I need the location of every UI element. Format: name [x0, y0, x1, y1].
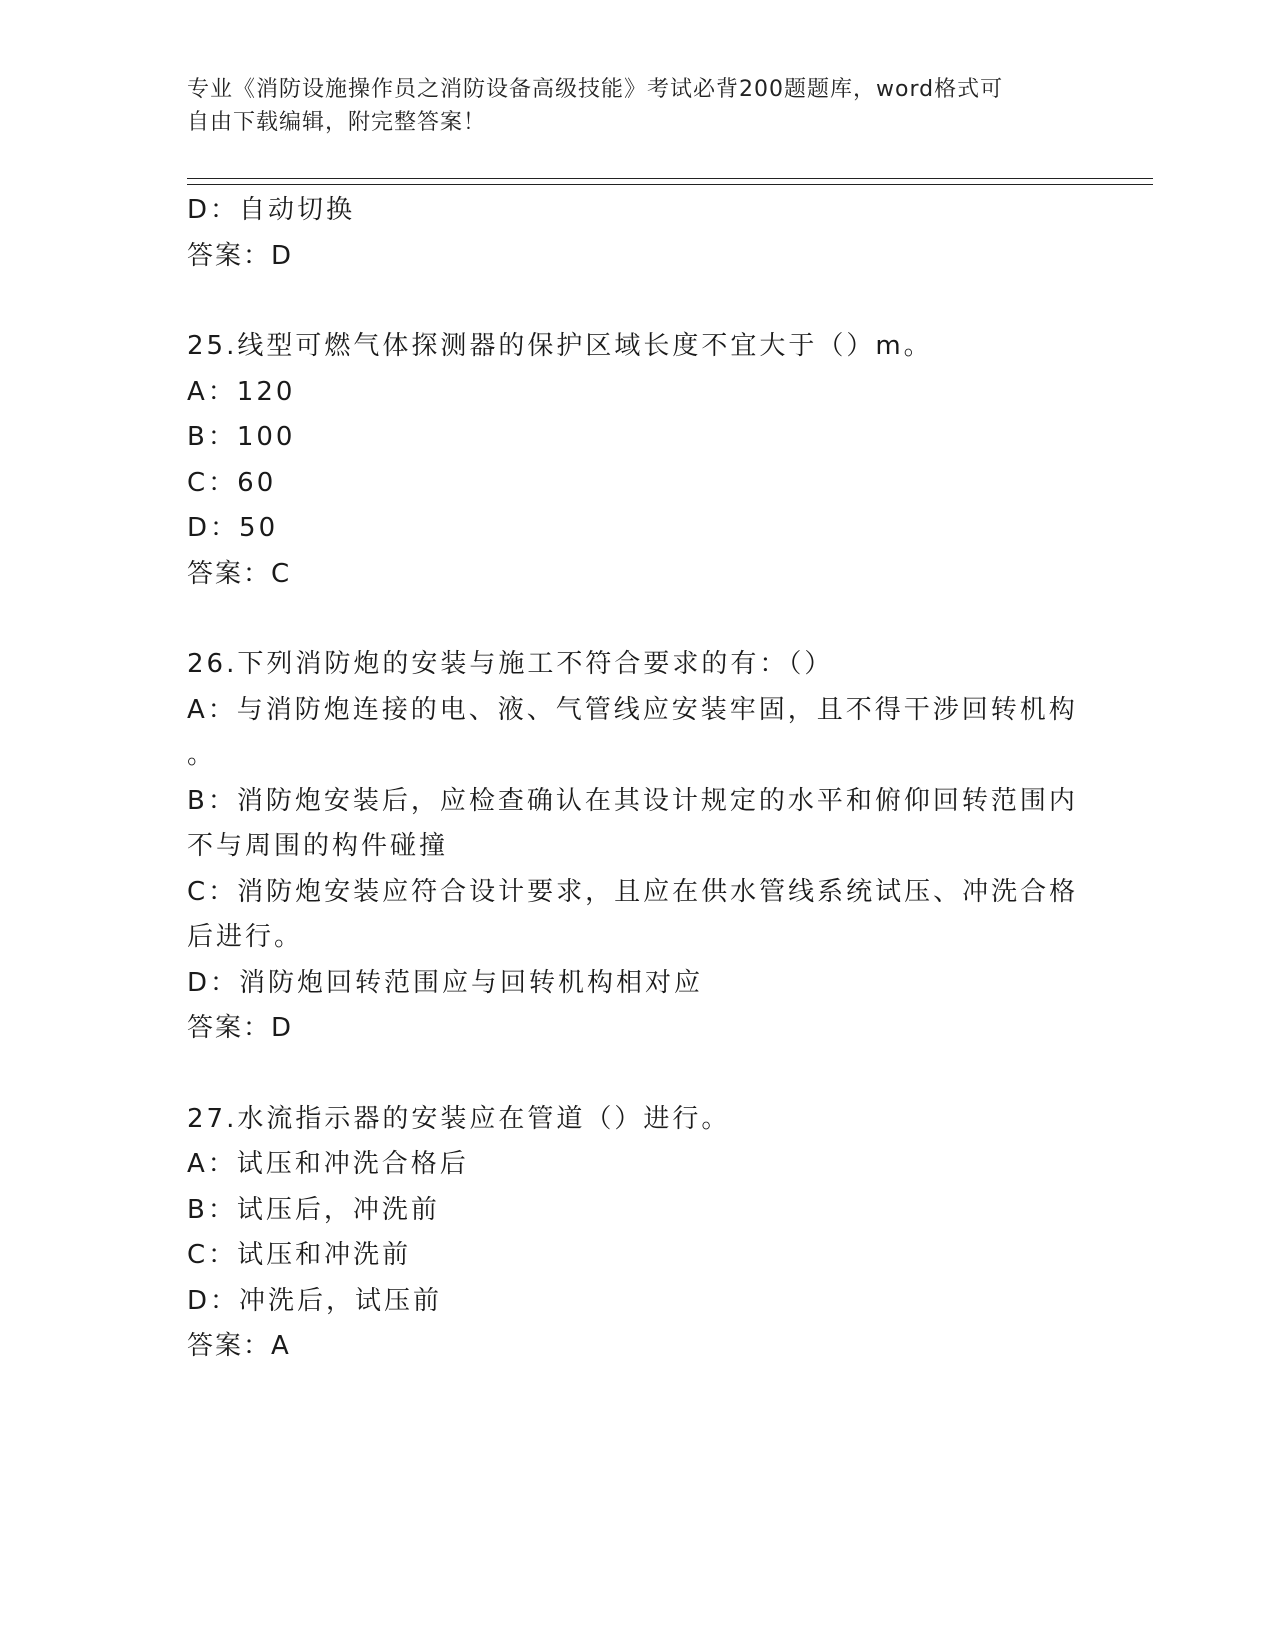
option-d: D：50 — [187, 513, 279, 543]
question-25 — [187, 324, 1087, 597]
question-stem: 26.下列消防炮的安装与施工不符合要求的有：（） — [187, 649, 834, 679]
question-stem: 27.水流指示器的安装应在管道（）进行。 — [187, 1103, 731, 1134]
answer-line: 答案：D — [187, 1013, 294, 1043]
answer-line: 答案：A — [187, 1331, 291, 1361]
question-24-tail — [187, 188, 1087, 279]
option-c-line-2: 后进行。 — [187, 922, 304, 952]
question-list — [187, 188, 1087, 1370]
header-title-line-1: 专业《消防设施操作员之消防设备高级技能》考试必背200题题库，word格式可 — [187, 77, 1004, 102]
option-b: B：试压后，冲洗前 — [187, 1194, 440, 1225]
option-a-line-2: 。 — [187, 740, 217, 770]
option-d: D：冲洗后，试压前 — [187, 1285, 443, 1316]
option-d: D：自动切换 — [187, 195, 356, 225]
question-spacer — [187, 1052, 1087, 1097]
question-spacer — [187, 279, 1087, 324]
option-c-line-1: C：消防炮安装应符合设计要求，且应在供水管线系统试压、冲洗合格 — [187, 876, 1079, 907]
option-a-line-1: A：与消防炮连接的电、液、气管线应安装牢固，且不得干涉回转机构 — [187, 694, 1078, 725]
option-c: C：60 — [187, 467, 277, 498]
question-27 — [187, 1097, 1087, 1370]
answer-line: 答案：C — [187, 558, 292, 589]
header-divider — [187, 178, 1153, 185]
page-header — [187, 73, 1067, 139]
option-c: C：试压和冲洗前 — [187, 1240, 412, 1270]
option-a: A：120 — [187, 376, 296, 407]
option-b-line-2: 不与周围的构件碰撞 — [187, 831, 449, 861]
question-spacer — [187, 597, 1087, 642]
option-b: B：100 — [187, 422, 296, 452]
option-d: D：消防炮回转范围应与回转机构相对应 — [187, 967, 704, 998]
question-26 — [187, 642, 1087, 1052]
header-title-line-2: 自由下载编辑，附完整答案！ — [187, 110, 487, 135]
answer-line: 答案：D — [187, 240, 294, 271]
option-a: A：试压和冲洗合格后 — [187, 1149, 469, 1179]
question-stem: 25.线型可燃气体探测器的保护区域长度不宜大于（）m。 — [187, 331, 933, 361]
option-b-line-1: B：消防炮安装后，应检查确认在其设计规定的水平和俯仰回转范围内 — [187, 785, 1078, 816]
